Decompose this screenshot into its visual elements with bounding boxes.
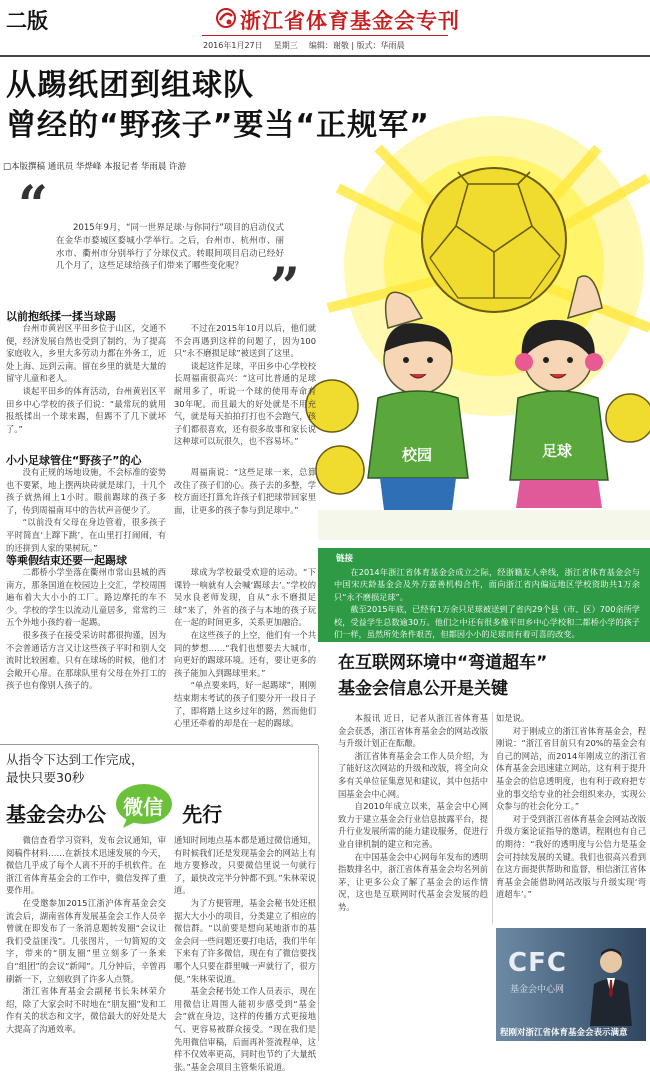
issue-weekday: 星期三 bbox=[273, 41, 298, 50]
issue-date: 2016年1月27日 bbox=[203, 41, 263, 50]
issue-info: 2016年1月27日 星期三 编辑：谢敬 | 版式：华雨晨 bbox=[203, 41, 405, 50]
section3-col2: 球成为学校最受欢迎的运动。“下课铃一响就有人会喊‘踢球去’。”学校的吴水良老师发现，自从“永不磨损足球”来了，外省的孩子与本地的孩子玩在一起的时间更多，关系更加融洽。 在这些孩子的上空，他们有一个共同的梦想……“我们也想要去大城市，向更好的踢球环境。还有，要让更多的孩子能加入到踢球里来。” “单点要来吗，好一起踢球”，刚刚结束期末考试的孩子们要分开一段日子了，即将踏上这乡过年的路，然而他们心里还牵着的却是在一起的踢球。 bbox=[174, 567, 316, 729]
football-icon bbox=[422, 168, 566, 312]
article3-headline-a: 基金会办公 bbox=[6, 802, 106, 827]
issue-editor: 编辑：谢敬 bbox=[308, 41, 349, 50]
link-box bbox=[318, 548, 650, 642]
link-box-body: 在2014年浙江省体育基金会成立之际，经浙籍友人牵线，浙江省体育基金会与中国宋庆龄基金会及外方嘉善机构合作，面向浙江省内偏远地区学校资助共1万余只“永不磨损足球”。 截至2015年底，已经有1万余只足球被送到了省内29个县（市、区）700余所学校，受益学生总数逾30万。他们之中还有很多像平田乡中心学校和二都桥小学的孩子们一样，虽然所处条件艰苦，但都因小小的足球而有着可喜的改变。 bbox=[334, 567, 640, 640]
section2-col2: 周福南说：“这些足球一来，总算改住了孩子们的心。孩子去的多整，学校方面还打算允许孩子们把球带回家里面，让更多的孩子参与到足球中。” bbox=[174, 467, 316, 515]
article2-col2: 如是说。 对于刚成立的浙江省体育基金会，程刚说：“浙江省目前只有20%的基金会有自己的网站，而2014年刚成立的浙江省体育基金会迅速建立网站，这有利于提升基金会的信息透明度，也有利于政府把专业的事交给专业的社会组织来办，实现公众参与的社会化分工。” 对于受到浙江省体育基金会网站改版升级方案论证指导的邀请，程刚也有自己的期待：“我好的透明度与公信力是基金会可持续发展的关键。我们也很高兴看到在这方面提供帮助和监督，相信浙江省体育基金会能借助网站改版与升级实现‘弯道超车’。” bbox=[496, 713, 646, 900]
article3-headline bbox=[6, 790, 223, 827]
photo-caption: 程刚对浙江省体育基金会表示满意 bbox=[500, 1028, 628, 1038]
lead-headline-line1: 从踢纸团到组球队 bbox=[6, 68, 254, 103]
lead-quote: 2015年9月，“同一世界足球·与你同行”项目的启动仪式在金华市婺城区婺城小学举行。之后，台州市、杭州市、丽水市、衢州市分别举行了分球仪式。转眼间项目启动已经好几个月了，这些足球给孩子们带来了哪些变化呢？ bbox=[56, 223, 284, 272]
link-box-label: 链接 bbox=[336, 554, 354, 564]
right-kid-shirt-label: 足球 bbox=[542, 442, 573, 460]
section1-col1: 台州市黄岩区平田乡位于山区，交通不便，经济发展自然也受到了制约，为了提高家庭收入，乡里大多劳动力都在外务工，近处上海、远到云南。留在乡里的就是大量的留守儿童和老人。 谈起平田乡的体育活动，台州黄岩区平田乡中心学校的孩子们说：“最常玩的就用报纸揉出一个球来踢，但踢不了几下就坏了。” bbox=[6, 323, 166, 434]
illustration bbox=[318, 148, 650, 540]
paper-title: 浙江省体育基金会专刊 bbox=[240, 9, 460, 33]
masthead bbox=[0, 0, 650, 56]
article3-col1: 微信查看学习资料，发布会议通知，审阅稿件材料……在新技术迅速发展的今天，微信几乎成了每个人离不开的手机软件。在浙江省体育基金会的工作中，微信发挥了重要作用。 在受邀参加2015江浙沪体育基金会交流会后，湖南省体育发展基金会工作人员辛曾就在即发布了一条消息题转发圈“会议让我们受益匪浅”。几张图片，一句简短的文字，带来的“朋友圈”里立刻多了一条来自“组团”的会议“新闻”。几分钟后，辛曾再刷新一下，立刻收到了许多人点赞。 浙江省体育基金会副秘书长朱林荣介绍，除了大家会时不时地在“朋友圈”发和工作有关的状态和文字，微信最大的好处是大大提高了沟通效率。 bbox=[6, 835, 166, 1034]
article2-col1: 本报讯 近日，记者从浙江省体育基金会获悉，浙江省体育基金会的网站改版与升级计划正在酝酿。 浙江省体育基金会工作人员介绍，为了能好这次网站的升级和改版，将全向众多有关单位征集意见和建议，其中包括中国基金会中心网。 自2010年成立以来，基金会中心网致力于建立基金会行业信息披露平台，提升行业发展所需的能力建设服务，促进行业自律机制的建立和完善。 在中国基金会中心网每年发布的透明指数排名中，浙江省体育基金会均名列前茅，让更多公众了解了基金会的运作情况，这也是互联网时代基金会发展的趋势。 bbox=[338, 713, 488, 912]
lead-headline-line2: 曾经的“野孩子”要当“正规军” bbox=[6, 108, 430, 143]
article3-subheadline-2: 最快只要30秒 bbox=[6, 770, 85, 785]
article2-headline-line2: 基金会信息公开是关键 bbox=[338, 679, 508, 699]
article2-headline bbox=[338, 650, 638, 702]
quote-open-icon: “ bbox=[18, 175, 48, 236]
section1-col2: 不过在2015年10月以后，他们就不会再遇到这样的问题了，因为100只“永不磨损足球”被送到了这里。 谈起这件足球，平田乡中心学校校长周福南很高兴：“这可比普通的足球耐用多了，听说一个球的使用寿命有30年呢。而且最大的好处就是不用充气，就是每天拍拍打打也不会跑气，孩子们都很喜欢，还有很多故事和家长说这种球可以玩很久，也不容易坏。” bbox=[174, 323, 316, 447]
article3-headline-b: 先行 bbox=[182, 802, 223, 827]
article2-headline-line1: 在互联网环境中“弯道超车” bbox=[338, 653, 548, 673]
section2-col1: 没有正规的场地设施，不会标准的姿势也不要紧，地上摆两块砖就是球门，十几个孩子就热闹上1小时。眼前踢球的孩子多了，传到周福南耳中的告状声音便少了。 “以前没有父母在身边管着，很多孩子平时简直‘上蹿下跳’，在山里打打闹闹，有的还拼到人家的果树玩。” bbox=[6, 467, 166, 553]
wechat-badge-text: 微信 bbox=[123, 795, 164, 819]
byline: □本版撰稿 通讯员 华烨峰 本报记者 华雨晨 许游 bbox=[3, 162, 187, 172]
paper-logo-icon bbox=[216, 8, 236, 28]
left-kid-shirt-label: 校园 bbox=[402, 446, 433, 464]
edition-label: 二版 bbox=[6, 9, 48, 33]
quote-close-icon: ” bbox=[270, 257, 300, 318]
wechat-badge bbox=[115, 790, 173, 836]
photo-person bbox=[588, 946, 634, 1026]
section-heading-1: 以前抱纸揉一揉当球踢 bbox=[6, 310, 116, 323]
article3-col2: 通知时间地点基本都是通过微信通知，有时候我们还是发现基金会的网站上有地方要修改，只要微信里说一句就行了，最快改完半分钟都不到。”朱林荣说道。 为了方便管理，基金会秘书处还根据大大小小的项目，分类建立了相应的微信群。“以前要是想向某地浙市的基金会问一些问题还要打电话，我们半年下来有了许多微信，现在有了微信要找哪个人只要在群里喊一声就行了，很方便。”朱林荣说道。 基金会秘书处工作人员表示，现在用微信让周围人能初步感受到“基金会”就在身边，这样的传播方式更接地气、更容易被群众接受。“现在我们是先用微信审稿，后面再补签流程单，这样不仅效率更高，同时也节约了大量纸张。”基金会项目主管柴乐说道。 bbox=[174, 835, 316, 1072]
article3-subheadline-1: 从指令下达到工作完成， bbox=[6, 752, 144, 767]
section3-col1: 二都桥小学坐落在衢州市常山县城的西南方，那条国道在校园边上交汇，学校周围遍布着大大小小的工厂。路边摩托的车不少。学校的学生以流动儿童居多，常常约三五个外地小孩约着一起踢。 很多孩子在接受采访时都很拘谨，因为不会普通话方言又让这些孩子平时和别人交流时比较困难。只有在球场的时候，他们才会敞开心扉。在那球队里有父母在外打工的孩子也有像别人孩子的。 bbox=[6, 567, 166, 691]
cfc-logo-subtext: 基金会中心网 bbox=[510, 985, 565, 995]
section-heading-3: 等乘假结束还要一起踢球 bbox=[6, 554, 127, 567]
cfc-logo-text: CFC bbox=[508, 948, 567, 978]
article2-photo bbox=[496, 928, 646, 1041]
section-heading-2: 小小足球管住“野孩子”的心 bbox=[6, 454, 142, 467]
issue-designer: 版式：华雨晨 bbox=[356, 41, 405, 50]
